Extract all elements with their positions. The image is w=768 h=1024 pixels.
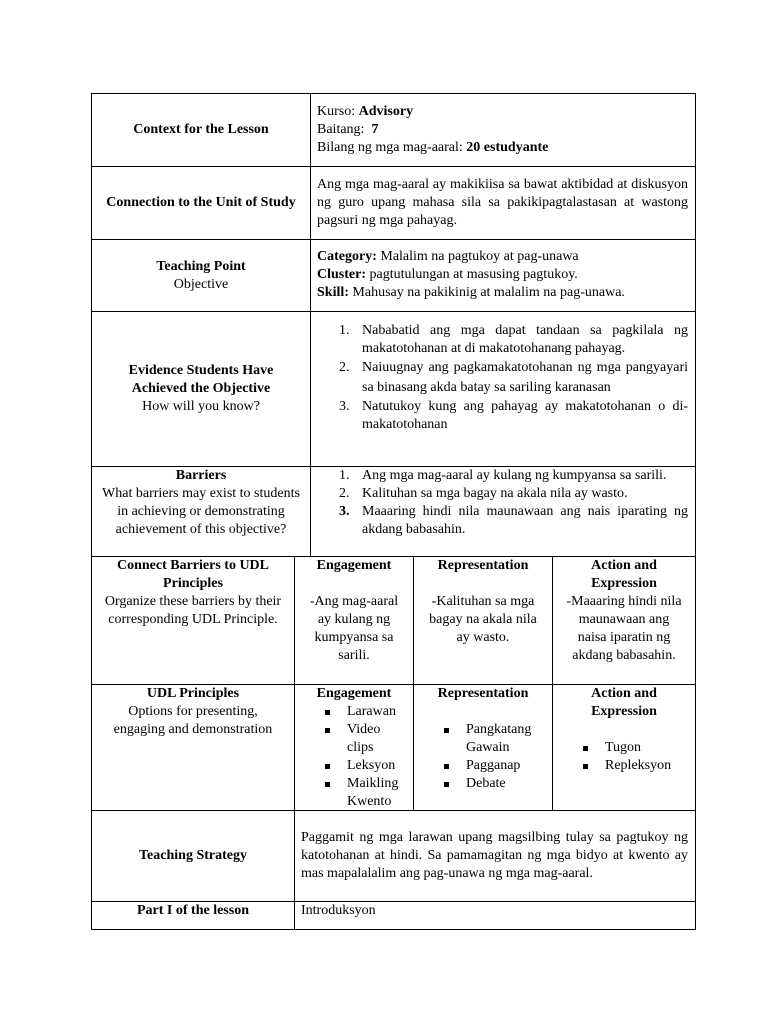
barriers-label [92,467,310,539]
engagement-heading: Engagement [316,558,392,573]
teaching-point-details [317,248,689,302]
evidence-subtitle: How will you know? [142,399,260,414]
rule [91,239,696,240]
connect-barriers-label [92,557,294,629]
udl-label [92,685,294,739]
list-item: Larawan [315,703,413,721]
cluster-line: Cluster: pagtutulungan at masusing pagtukoy. [317,267,578,282]
list-item: 2. Kalituhan sa mga bagay na akala nila ay wasto. [339,486,628,501]
evidence-list [317,322,688,434]
engagement-heading: Engagement [316,686,392,701]
list-item: 1. Ang mga mag-aaral ay kulang ng kumpyansa sa sarili. [339,468,667,483]
rule [310,93,311,557]
representation-heading: Representation [437,558,529,573]
udl-engagement [295,685,413,811]
part1-label: Part I of the lesson [137,903,249,918]
connect-barriers-title: Connect Barriers to UDL Principles [116,558,270,591]
strategy-text: Paggamit ng mga larawan upang magsilbing tulay sa pagtukoy ng katotohanan at hindi. Sa pamamagitan ng mga bidyo at kwento ay mas mapalalalim ang pag-unawa ng mga mag-aaral. [301,830,688,881]
category-line: Category: Malalim na pagtukoy at pag-unawa [317,249,579,264]
student-count-line: Bilang ng mga mag-aaral: 20 estudyante [317,140,549,155]
skill-line: Skill: Mahusay na pakikinig at malalim na pag-unawa. [317,285,625,300]
list-item: Leksyon [315,757,413,775]
connect-representation [414,557,552,647]
context-details [317,103,689,157]
udl-subtitle: Options for presenting, engaging and demonstration [113,704,273,737]
list-item: Video clips [315,721,387,757]
teaching-point-subtitle: Objective [173,277,229,292]
list-item: 1. Nababatid ang mga dapat tandaan sa pagkilala ng makatotohanan at di makatotohanang pahayag. [339,323,688,356]
context-label: Context for the Lesson [133,122,269,137]
udl-representation [414,685,552,793]
list-item: 3. Natutukoy kung ang pahayag ay makatotohanan o di-makatotohanan [339,399,688,432]
udl-title: UDL Principles [146,686,240,701]
rule [91,311,696,312]
representation-barrier: -Kalituhan sa mga bagay na akala nila ay wasto. [429,594,537,645]
evidence-title: Evidence Students Have Achieved the Objective [128,363,274,396]
barriers-subtitle: What barriers may exist to students in achieving or demonstrating achievement of this objective? [102,486,300,537]
barriers-title: Barriers [175,468,227,483]
rule [91,93,696,94]
course-line: Kurso: Advisory [317,104,414,119]
action-heading: Action and Expression [591,558,657,591]
list-item: Maikling Kwento [315,775,407,811]
teaching-point-label [92,258,310,294]
connect-engagement [295,557,413,665]
connection-label: Connection to the Unit of Study [106,195,296,210]
part1-text: Introduksyon [301,903,376,918]
list-item: Repleksyon [573,757,695,775]
grade-line: Baitang: 7 [317,122,379,137]
connect-action [553,557,695,665]
barriers-list [317,467,688,539]
action-barrier: -Maaaring hindi nila maunawaan ang naisa iparatin ng akdang babasahin. [566,594,682,663]
rule [91,166,696,167]
evidence-label [92,362,310,416]
list-item: Pagganap [434,757,552,775]
list-item: Tugon [573,739,695,757]
strategy-label: Teaching Strategy [139,848,247,863]
teaching-point-title: Teaching Point [156,259,246,274]
connection-text: Ang mga mag-aaral ay makikiisa sa bawat aktibidad at diskusyon ng guro upang mahasa sila sa pakikipagtalastasan at wastong pagsuri ng mga pahayag. [317,177,688,228]
list-item: Debate [434,775,552,793]
list-item: 2. Naiuugnay ang pagkamakatotohanan ng mga pangyayari sa binasang akda batay sa sariling karanasan [339,360,688,395]
list-item: Pangkatang Gawain [434,721,542,757]
connect-barriers-subtitle: Organize these barriers by their corresponding UDL Principle. [104,594,282,627]
list-item: 3. Maaaring hindi nila maunawaan ang nais iparating ng akdang babasahin. [339,504,688,537]
representation-heading: Representation [437,686,529,701]
udl-action [553,685,695,775]
engagement-barrier: -Ang mag-aaral ay kulang ng kumpyansa sa sarili. [309,594,399,663]
action-heading: Action and Expression [591,686,657,719]
rule [91,929,696,930]
rule [695,93,696,930]
